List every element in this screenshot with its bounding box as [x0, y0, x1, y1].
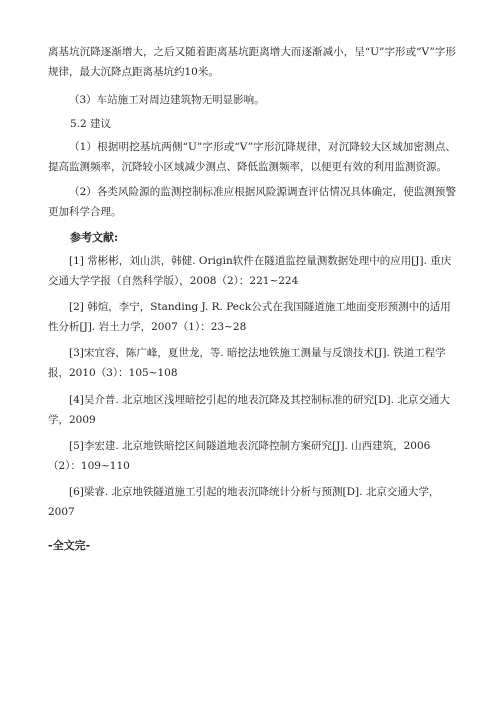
reference-item-2: [2] 韩煊，李宁，Standing J. R. Peck公式在我国隧道施工地面变形预测中的适用性分析[J]. 岩土力学，2007（1）：23~28: [48, 301, 451, 333]
reference-item-3: [3]宋宜容，陈广峰，夏世龙，等. 暗挖法地铁施工测量与反馈技术[J]. 铁道工程学报，2010（3）：105~108: [48, 347, 446, 379]
suggestion-2: （2）各类风险源的监测控制标准应根据风险源调查评估情况具体确定，使监测预警更加科学合理。: [48, 186, 456, 218]
end-mark: -全文完-: [48, 539, 91, 552]
reference-item-4: [4]吴介普. 北京地区浅埋暗挖引起的地表沉降及其控制标准的研究[D]. 北京交通大学，2009: [48, 394, 450, 426]
conclusion-item-3: （3）车站施工对周边建筑物无明显影响。: [69, 94, 265, 106]
reference-item-1: [1] 常彬彬，刘山洪，韩健. Origin软件在隧道监控量测数据处理中的应用[J]. 重庆交通大学学报（自然科学版），2008（2）：221~224: [48, 255, 452, 287]
reference-item-6: [6]梁睿. 北京地铁隧道施工引起的地表沉降统计分析与预测[D]. 北京交通大学，2007: [48, 486, 440, 518]
suggestion-1: （1）根据明挖基坑两侧“U”字形或“V”字形沉降规律，对沉降较大区域加密测点、提高监测频率，沉降较小区域减少测点、降低监测频率，以便更有效的利用监测资源。: [48, 141, 456, 173]
reference-item-5: [5]李宏建. 北京地铁暗挖区间隧道地表沉降控制方案研究[J]. 山西建筑，2006（2）：109~110: [48, 440, 431, 472]
references-heading: 参考文献:: [70, 231, 119, 244]
section-title: 5.2 建议: [70, 118, 112, 130]
intro-paragraph: 离基坑沉降逐渐增大，之后又随着距离基坑距离增大而逐渐减小，呈“U”字形或“V”字形规律，最大沉降点距离基坑约10米。: [48, 46, 456, 78]
